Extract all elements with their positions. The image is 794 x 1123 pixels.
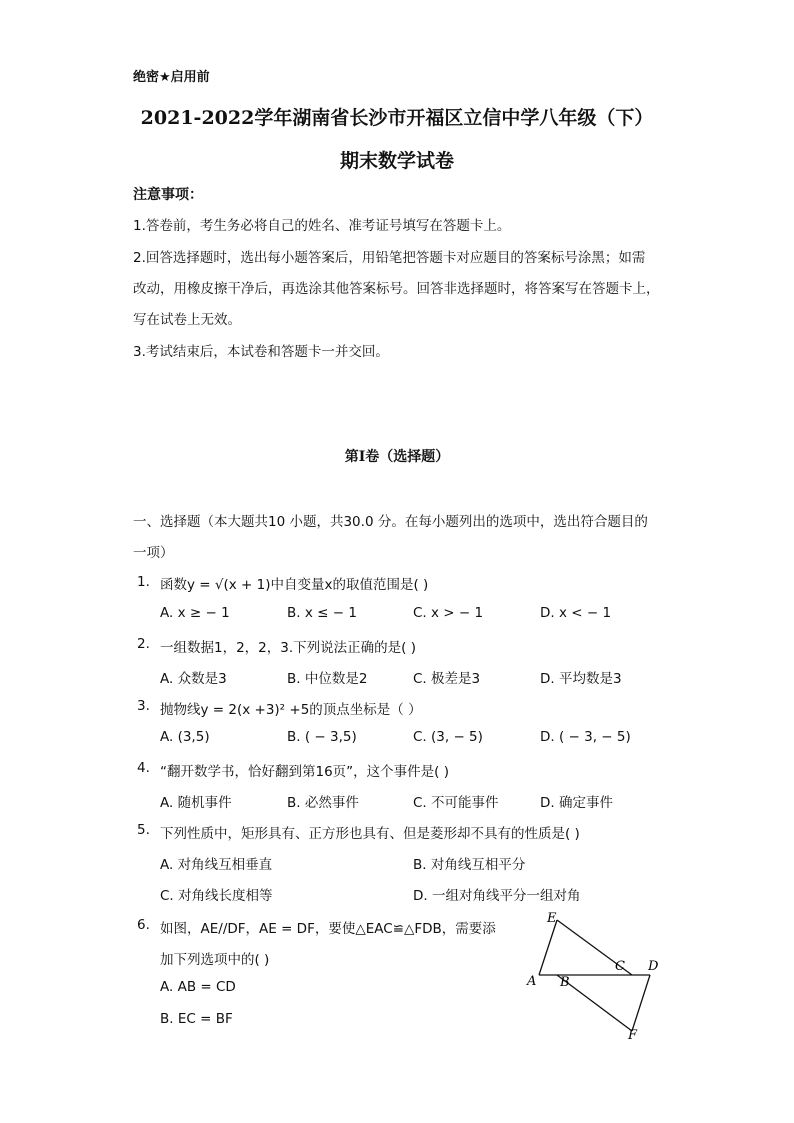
question-text-line1: 如图，AE//DF，AE = DF，要使△EAC≌△FDB，需要添 [160, 921, 496, 937]
question-number: 2. [137, 636, 150, 652]
option-b: B. 必然事件 [287, 795, 359, 811]
question-text: 抛物线y = 2(x +3)² +5的顶点坐标是（ ） [160, 702, 422, 718]
label-b: B [560, 975, 570, 990]
option-d: D. 确定事件 [540, 795, 613, 811]
label-c: C [615, 959, 625, 974]
question-number: 1. [137, 574, 150, 590]
question-number: 6. [137, 917, 150, 933]
question-text-line2: 加下列选项中的( ) [160, 952, 270, 968]
section-heading-line1: 一、选择题（本大题共10 小题，共30.0 分。在每小题列出的选项中，选出符合题目的 [133, 514, 648, 530]
section-heading-line2: 一项） [133, 545, 174, 561]
option-d: D. 平均数是3 [540, 671, 622, 687]
option-a: A. 众数是3 [160, 671, 227, 687]
option-c: C. 不可能事件 [413, 795, 499, 811]
part-title: 第Ⅰ卷（选择题） [344, 449, 450, 465]
option-a: A. (3,5) [160, 729, 210, 745]
notice-line-2a: 2.回答选择题时，选出每小题答案后，用铅笔把答题卡对应题目的答案标号涂黑；如需 [133, 250, 646, 266]
option-d: D. 一组对角线平分一组对角 [413, 888, 581, 904]
option-c: C. x > − 1 [413, 605, 484, 621]
question-text: 下列性质中，矩形具有、正方形也具有、但是菱形却不具有的性质是( ) [160, 826, 580, 842]
option-c: C. 极差是3 [413, 671, 481, 687]
segment-ae [539, 920, 557, 975]
notice-line-2c: 写在试卷上无效。 [133, 312, 241, 328]
option-d: D. ( − 3, − 5) [540, 729, 631, 745]
notice-heading: 注意事项： [133, 187, 203, 203]
exam-title-line1: 2021-2022学年湖南省长沙市开福区立信中学八年级（下） [140, 107, 654, 129]
option-a: A. x ≥ − 1 [160, 605, 230, 621]
option-b: B. 中位数是2 [287, 671, 368, 687]
notice-line-1: 1.答卷前，考生务必将自己的姓名、准考证号填写在答题卡上。 [133, 218, 511, 234]
notice-line-3: 3.考试结束后，本试卷和答题卡一并交回。 [133, 344, 389, 360]
question-text: 一组数据1，2，2，3.下列说法正确的是( ) [160, 640, 416, 656]
segment-df [632, 975, 650, 1031]
geometry-figure [520, 908, 680, 1043]
question-number: 5. [137, 822, 150, 838]
label-f: F [628, 1028, 638, 1043]
option-c: C. (3, − 5) [413, 729, 483, 745]
option-b: B. 对角线互相平分 [413, 857, 526, 873]
question-text: 函数y = √(x + 1)中自变量x的取值范围是( ) [160, 577, 429, 593]
question-text: “翻开数学书，恰好翻到第16页”，这个事件是( ) [160, 764, 449, 780]
label-a: A [527, 974, 537, 989]
question-number: 4. [137, 760, 150, 776]
label-d: D [648, 959, 659, 974]
label-e: E [547, 911, 557, 926]
question-number: 3. [137, 698, 150, 714]
confidential-label: 绝密★启用前 [133, 70, 210, 85]
option-b: B. EC = BF [160, 1011, 233, 1027]
option-c: C. 对角线长度相等 [160, 888, 273, 904]
option-b: B. ( − 3,5) [287, 729, 357, 745]
option-a: A. AB = CD [160, 979, 236, 995]
option-a: A. 随机事件 [160, 795, 232, 811]
option-d: D. x < − 1 [540, 605, 612, 621]
notice-line-2b: 改动，用橡皮擦干净后，再选涂其他答案标号。回答非选择题时，将答案写在答题卡上， [133, 281, 660, 297]
exam-title-line2: 期末数学试卷 [339, 150, 454, 172]
option-b: B. x ≤ − 1 [287, 605, 357, 621]
option-a: A. 对角线互相垂直 [160, 857, 273, 873]
